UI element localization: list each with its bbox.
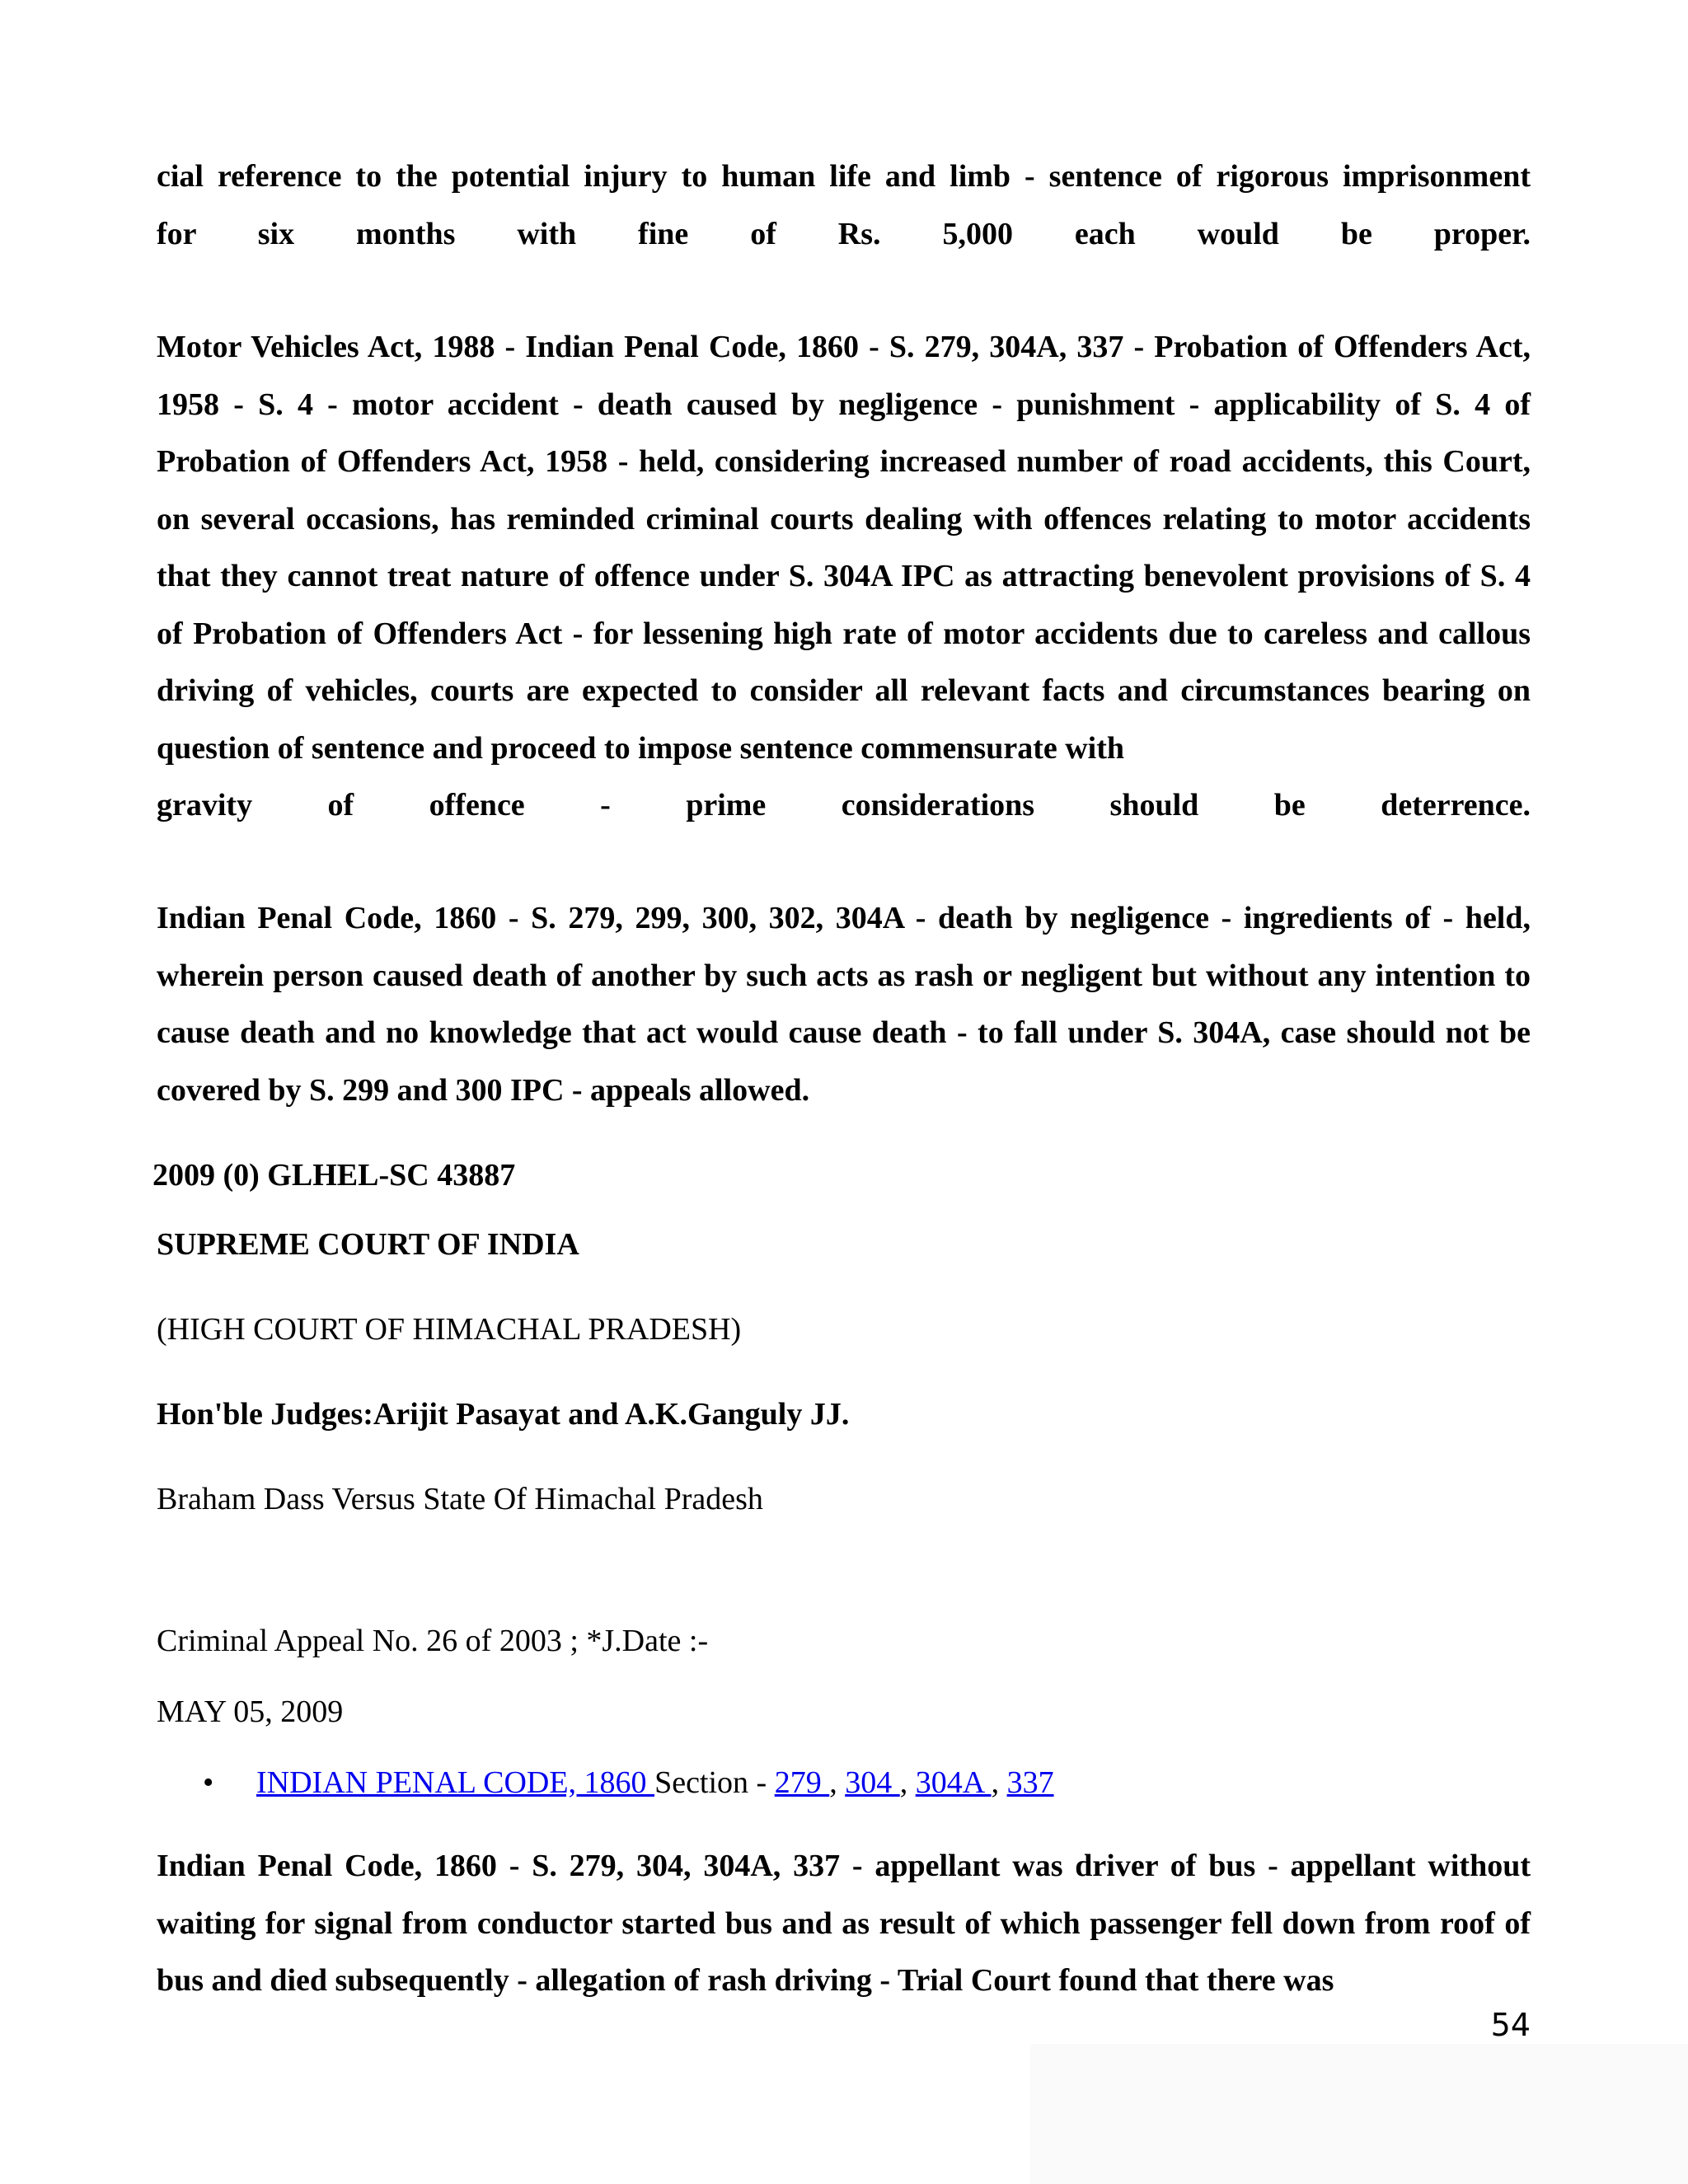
section-separator: , <box>991 1765 1007 1800</box>
judges-line: Hon'ble Judges:Arijit Pasayat and A.K.Ganguly JJ. <box>157 1397 850 1432</box>
section-link-304a[interactable]: 304A <box>915 1765 992 1800</box>
headnote-1-line-1: cial reference to the potential injury to human life and limb - sentence of rigorous imprisonment <box>157 159 1531 194</box>
originating-court: (HIGH COURT OF HIMACHAL PRADESH) <box>157 1312 742 1347</box>
headnote-1-line-2: for six months with fine of Rs. 5,000 each would be proper. <box>157 216 1531 251</box>
headnote-paragraph-1 <box>157 148 1531 263</box>
footer-shade <box>1030 2044 1688 2184</box>
page-number: 54 <box>1490 2007 1531 2043</box>
case-parties: Braham Dass Versus State Of Himachal Pradesh <box>157 1482 763 1516</box>
sections-list <box>203 1762 1054 1803</box>
section-separator: , <box>829 1765 846 1800</box>
headnote-2-last-line: gravity of offence - prime considerations should be deterrence. <box>157 788 1531 823</box>
list-item <box>203 1762 1054 1803</box>
section-link-337[interactable]: 337 <box>1006 1765 1054 1800</box>
headnote-2-body: Motor Vehicles Act, 1988 - Indian Penal Code, 1860 - S. 279, 304A, 337 - Probation of Offenders Act, 1958 - S. 4 - motor accident - death caused by negligence - punishment - applicability of S. 4 of Probation of Offenders Act, 1958 - held, considering increased number of road accidents, this Court, on several occasions, has reminded criminal courts dealing with offences relating to motor accidents that they cannot treat nature of offence under S. 304A IPC as attracting benevolent provisions of S. 4 of Probation of Offenders Act - for lessening high rate of motor accidents due to careless and callous driving of vehicles, courts are expected to consider all relevant facts and circumstances bearing on question of sentence and proceed to impose sentence commensurate with <box>157 330 1531 766</box>
headnote-paragraph-4: Indian Penal Code, 1860 - S. 279, 304, 304A, 337 - appellant was driver of bus - appellant without waiting for signal from conductor started bus and as result of which passenger fell down from roof of bus and died subsequently - allegation of rash driving - Trial Court found that there was <box>157 1849 1531 1998</box>
section-link-279[interactable]: 279 <box>774 1765 830 1800</box>
court-name: SUPREME COURT OF INDIA <box>157 1227 579 1262</box>
appeal-number: Criminal Appeal No. 26 of 2003 ; *J.Date :- <box>157 1624 709 1658</box>
case-citation: 2009 (0) GLHEL-SC 43887 <box>152 1158 516 1193</box>
headnote-paragraph-2 <box>157 319 1531 835</box>
judgment-date: MAY 05, 2009 <box>157 1694 344 1729</box>
section-link-304[interactable]: 304 <box>845 1765 900 1800</box>
section-separator: , <box>899 1765 916 1800</box>
act-link[interactable]: INDIAN PENAL CODE, 1860 <box>256 1765 655 1800</box>
section-label: Section - <box>654 1765 775 1800</box>
bullet-icon: • <box>203 1765 214 1800</box>
headnote-paragraph-3: Indian Penal Code, 1860 - S. 279, 299, 300, 302, 304A - death by negligence - ingredients of - held, wherein person caused death of another by such acts as rash or negligent but without any intention to cause death and no knowledge that act would cause death - to fall under S. 304A, case should not be covered by S. 299 and 300 IPC - appeals allowed. <box>157 901 1531 1108</box>
